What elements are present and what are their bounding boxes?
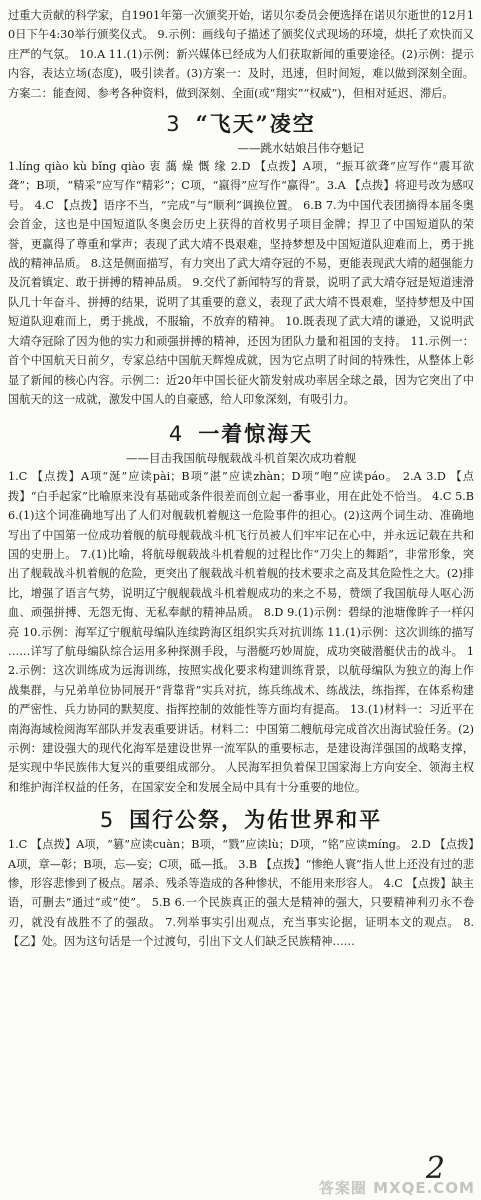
answer-paragraph: 1.C 【点拨】A项，“篡”应读cuàn；B项，“戮”应读lù；D项，“铭”应读míng。 2.D 【点拨】A项，章—彰；B项，忘—妄；C项，砥—抵。 3.B 【点拨】“惨绝人寰”指人世上还没有过的悲惨，形容悲惨到了极点。屠杀、残杀等造成的各种惨状，不能用来形容人。 4.C 【点拨】缺主语，可删去“通过”或“使”。 5.B 6.一个民族真正的强大是精神的强大，只要精神利刃永不卷刃，就没有战胜不了的强敌。 7.列举事实引出观点，充当事实论据，证明本文的观点。 8.【乙】处。因为这句话是一个过渡句，引出下文人们缺乏民族精神……: [8, 838, 474, 949]
answer-paragraph: 1.líng qiào kù bǐng qiào 衷 藹 燥 慨 缘 2.D 【点拨】A项，“振耳欲聋”应写作“震耳欲聋”；B项，“精采”应写作“精彩”；C项，“嬴得”应写作“赢得”。3.A 【点拨】将迎号改为感叹号。 4.C 【点拨】语序不当，“完成”与“顺利”调换位置。 6.B 7.为中国代表团摘得本届冬奥会首金，这也是中国短道队冬奥会历史上获得的首枚男子项目金牌；捍卫了中国短道队的荣誉，更赢得了尊重和掌声；表现了武大靖不畏艰难，坚持梦想及中国短道队迎难而上，勇于挑战的精神品质。 8.这是侧面描写，有力突出了武大靖夺冠的不易，更能表现武大靖的超强能力及沉着镇定、敢于拼搏的精神品质。 9.交代了新闻特写的背景，说明了武大靖夺冠是短道速滑队几十年奋斗、拼搏的结果，说明了其重要的意义，表现了武大靖不畏艰难，坚持梦想及中国短道队迎难而上，勇于挑战，不服输，不放弃的精神。 10.既表现了武大靖的谦逊，又说明武大靖夺冠除了因为他的实力和顽强拼搏的精神，还因为团队力量和祖国的支持。 11.示例一：首个中国航天日前夕，专家总结中国航天辉煌成就，因为它点明了时间的特殊性，从整体上彰显了新闻的核心内容。示例二：近20年中国长征火箭发射成功率居全球之最，因为它突出了中国航天的这一成就，激发中国人的自豪感，给人印象深刻，有吸引力。: [8, 160, 474, 406]
section-title: 国行公祭，为佑世界和平: [129, 807, 383, 833]
answer-page: [8, 6, 478, 952]
answer-paragraph: 过重大贡献的科学家，自1901年第一次颁奖开始，诺贝尔委员会便选择在诺贝尔逝世的12月10日下午4:30举行颁奖仪式。 9.示例：画线句子描述了颁奖仪式现场的环境，烘托了欢快而又庄严的气氛。 10.A 11.(1)示例：新兴媒体已经成为人们获取新闻的重要途径。(2)示例：提示内容，表达立场(态度)，吸引读者。(3)方案一：及时，迅速，但时间短，难以做到深刻全面。方案二：能查阅、参考各种资料，做到深刻、全面(或“翔实”“权威”)，但相对延迟、滞后。: [8, 9, 474, 100]
page-number: 2: [425, 1151, 445, 1186]
section-number: 3: [166, 112, 182, 137]
section-subtitle: ——跳水姑娘吕伟夺魁记: [237, 141, 364, 156]
section-subtitle: ——目击我国航母舰载战斗机首架次成功着舰: [126, 451, 356, 466]
section-heading: [8, 419, 474, 449]
section-4: [8, 419, 478, 797]
section-heading: [8, 109, 474, 139]
watermark-logo: 答案圈 MXQE.COM: [318, 1179, 475, 1197]
section-number: 5: [99, 808, 116, 833]
section-number: 4: [168, 422, 185, 447]
section-5: [8, 805, 474, 951]
section-title: “飞天”凌空: [195, 111, 316, 137]
answer-paragraph: 1.C 【点拨】A项“涎”应读pài；B项“湛”应读zhàn；D项“咆”应读páo。 2.A 3.D 【点拨】“白手起家”比喻原来没有基础或条件很差而创立起一番事业，用在此处不恰当。 4.C 5.B 6.(1)这个词准确地写出了人们对舰载机着舰这一危险事件的担心。(2)这两个词生动、准确地写出了中国第一位成功着舰的航母舰载战斗机飞行员被人们牢牢记在心中，并永远记载在共和国的史册上。 7.(1)比喻，将航母舰载战斗机着舰的过程比作“刀尖上的舞蹈”，非常形象，突出了舰载战斗机着舰的危险，更突出了舰载战斗机着舰的技术要求之高及其危险性之大。(2)排比，增强了语言气势，说明辽宁舰舰载战斗机着舰成功的来之不易，赞颂了我国航母人呕心沥血、顽强拼搏、无怨无悔、无私奉献的精神品质。 8.D 9.(1)示例：碧绿的池塘像眸子一样闪亮 10.示例：海军辽宁舰航母编队连续跨海区组织实兵对抗训练 11.(1)示例：这次训练的描写 ……详写了航母编队综合运用多种探测手段，与潜艇巧妙周旋，成功突破潜艇伏击的战斗。 12.示例：这次训练成为远海训练，按照实战化要求构建训练背景，以航母编队为独立的海上作战集群，与兄弟单位协同展开“背靠背”实兵对抗，练兵练战术、练战法，练指挥，在体系构建的严密性、兵力协同的默契度、指挥控制的效能性等方面均有提高。 13.(1)材料一：习近平在南海海域检阅海军部队并发表重要讲话。材料二：中国第二艘航母完成首次出海试验任务。(2)示例：建设强大的现代化海军是建设世界一流军队的重要标志，是建设海洋强国的战略支撑，是实现中华民族伟大复兴的重要组成部分。 人民海军担负着保卫国家海上方向安全、领海主权和维护海洋权益的任务，在国家安全和发展全局中具有十分重要的地位。: [8, 470, 478, 794]
section-title: 一着惊海天: [198, 421, 314, 447]
section-2-continued: [8, 6, 474, 103]
section-3: [8, 109, 474, 409]
section-heading: [8, 805, 474, 835]
